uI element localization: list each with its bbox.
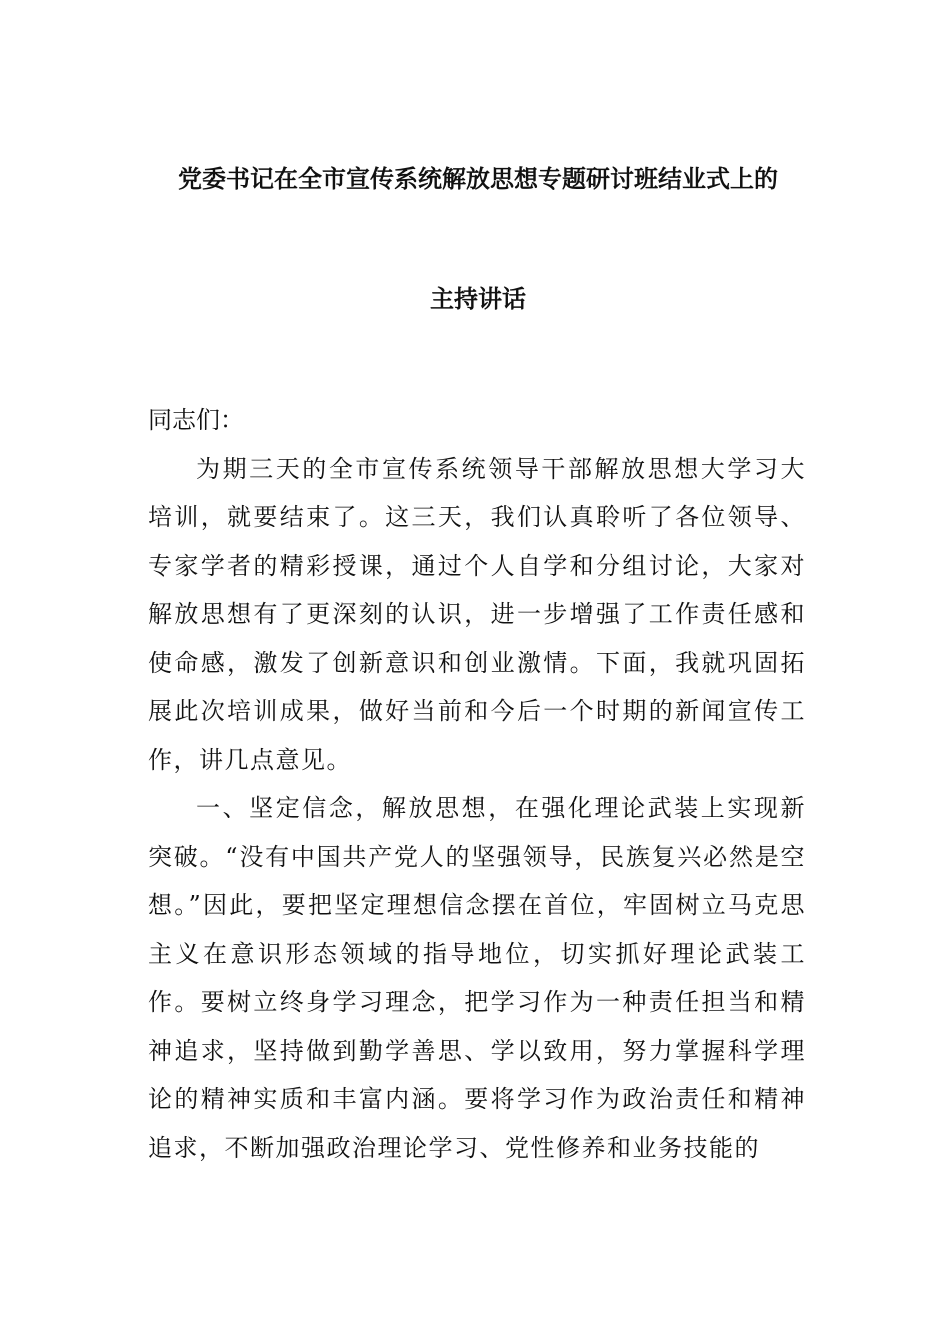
document-body — [148, 396, 806, 1172]
document-title-line1: 党委书记在全市宣传系统解放思想专题研讨班结业式上的 — [178, 165, 778, 193]
document-title-line2: 主持讲话 — [430, 285, 526, 313]
paragraph-point-one: 一、坚定信念，解放思想，在强化理论武装上实现新突破。“没有中国共产党人的坚强领导，民族复兴必然是空想。”因此，要把坚定理想信念摆在首位，牢固树立马克思主义在意识形态领域的指导地位，切实抓好理论武装工作。要树立终身学习理念，把学习作为一种责任担当和精神追求，坚持做到勤学善思、学以致用，努力掌握科学理论的精神实质和丰富内涵。要将学习作为政治责任和精神追求，不断加强政治理论学习、党性修养和业务技能的 — [148, 794, 806, 1162]
salutation: 同志们： — [148, 406, 244, 434]
paragraph-intro: 为期三天的全市宣传系统领导干部解放思想大学习大培训，就要结束了。这三天，我们认真聆听了各位领导、专家学者的精彩授课，通过个人自学和分组讨论，大家对解放思想有了更深刻的认识，进一步增强了工作责任感和使命感，激发了创新意识和创业激情。下面，我就巩固拓展此次培训成果，做好当前和今后一个时期的新闻宣传工作，讲几点意见。 — [148, 454, 806, 774]
